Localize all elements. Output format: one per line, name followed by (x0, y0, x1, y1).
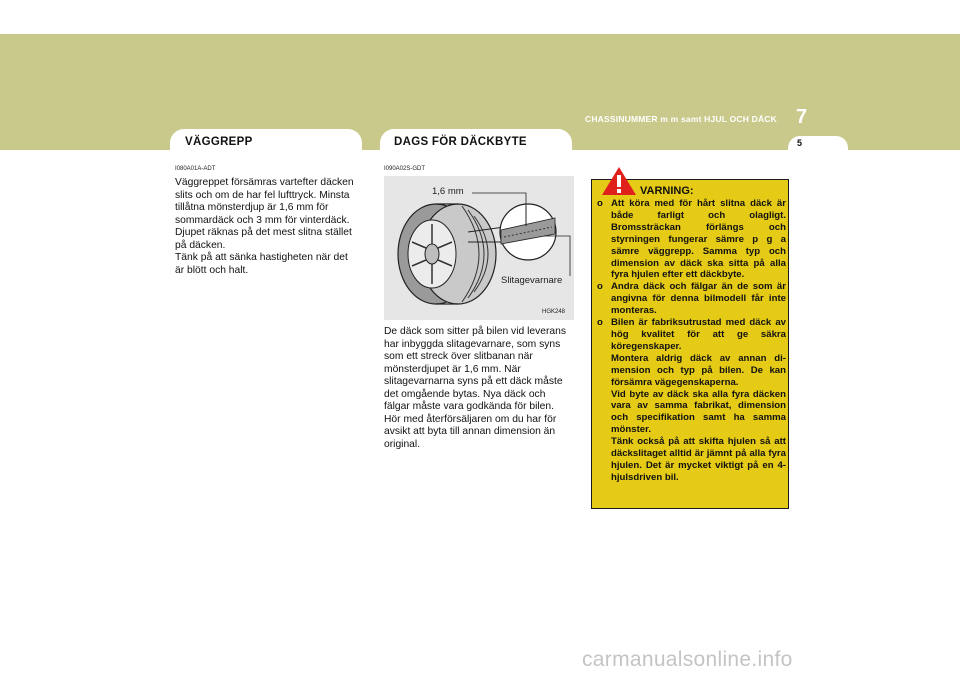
warning-item-text: Andra däck och fälgar än de som är angivna för denna bilmodell får inte monteras. (611, 281, 786, 317)
warning-item (597, 198, 786, 281)
section-code-vaggrepp: I080A01A-ADT (175, 166, 216, 172)
section-title-dackbyte: DAGS FÖR DÄCKBYTE (394, 136, 527, 148)
bullet: o (597, 317, 603, 329)
text-line: är blött och halt. (175, 264, 249, 276)
text-line: sommardäck och 3 mm för vinterdäck. (175, 214, 350, 226)
tire-wear-figure (384, 176, 574, 320)
warning-item-text: Att köra med för hårt slitna däck är både farligt och olagligt. Bromssträckan förlängs och styrningen fungerar sämre p g a sämre väggrepp. Samma typ och dimension av däck ska sitta på alla fyra hjulen efter ett däckbyte. (611, 198, 786, 281)
figure-code: HGK248 (542, 309, 566, 315)
warning-item (597, 281, 786, 317)
warning-item-paragraph: Vid byte av däck ska alla fyra däcken vara av samma fabrikat, dimension och specifikation samt ha samma mönster. (611, 388, 786, 436)
warning-item-text: Bilen är fabriksutrustad med däck av hög kvalitet för att ge säkra köregenskaper. (611, 317, 786, 352)
chapter-title: CHASSINUMMER m m samt HJUL OCH DÄCK (585, 114, 777, 124)
exclamation-icon (601, 166, 637, 196)
text-line: Tänk på att sänka hastigheten när det (175, 252, 348, 263)
text-line: slitagevarnarna syns på ett däck måste (384, 376, 563, 387)
text-line: original. (384, 438, 421, 450)
warning-title: VARNING: (640, 185, 694, 197)
bullet: o (597, 281, 603, 293)
wear-indicator-label: Slitagevarnare (501, 275, 563, 286)
text-line: har inbyggda slitagevarnare, som syns (384, 338, 561, 350)
text-line: på däcken. (175, 239, 226, 251)
text-line: slits och om de har fel lufttryck. Minsta (175, 189, 350, 201)
section-code-dackbyte: I090A02S-GDT (384, 166, 426, 172)
dackbyte-text (384, 326, 574, 451)
text-line: det omgående bytas. Nya däck och (384, 388, 546, 400)
page-number: 5 (797, 138, 803, 148)
section-title-vaggrepp: VÄGGREPP (185, 136, 253, 148)
text-line: tillåtna mönsterdjup är 1,6 mm för (175, 202, 329, 213)
warning-item-paragraph: Tänk också på att skifta hjulen så att däckslitaget alltid är jämnt på alla fyra hjulen. Det är mycket viktigt på en 4-hjulsdriven bil. (611, 436, 786, 483)
text-line: Djupet räknas på det mest slitna stället (175, 227, 352, 238)
tread-depth-label: 1,6 mm (432, 186, 464, 197)
warning-list (597, 198, 786, 484)
warning-item (597, 317, 786, 484)
text-line: De däck som sitter på bilen vid leverans (384, 326, 566, 337)
chapter-number: 7 (796, 106, 808, 128)
watermark: carmanualsonline.info (582, 648, 793, 671)
text-line: Hör med återförsäljaren om du har för (384, 413, 557, 425)
bullet: o (597, 198, 603, 209)
warning-item-paragraph: Montera aldrig däck av annan di-mension och typ på bilen. De kan försämra vägegenskaperna. (611, 352, 786, 388)
text-line: avsikt att byta till annan dimension än (384, 426, 556, 437)
text-line: som ett streck över slitbanan när (384, 351, 533, 362)
vaggrepp-text (175, 177, 363, 277)
text-line: Väggreppet försämras vartefter däcken (175, 177, 354, 188)
tire-illustration (384, 176, 574, 320)
text-line: fälgar måste vara godkända för bilen. (384, 401, 554, 412)
text-line: mönsterdjupet är 1,6 mm. När (384, 363, 521, 375)
